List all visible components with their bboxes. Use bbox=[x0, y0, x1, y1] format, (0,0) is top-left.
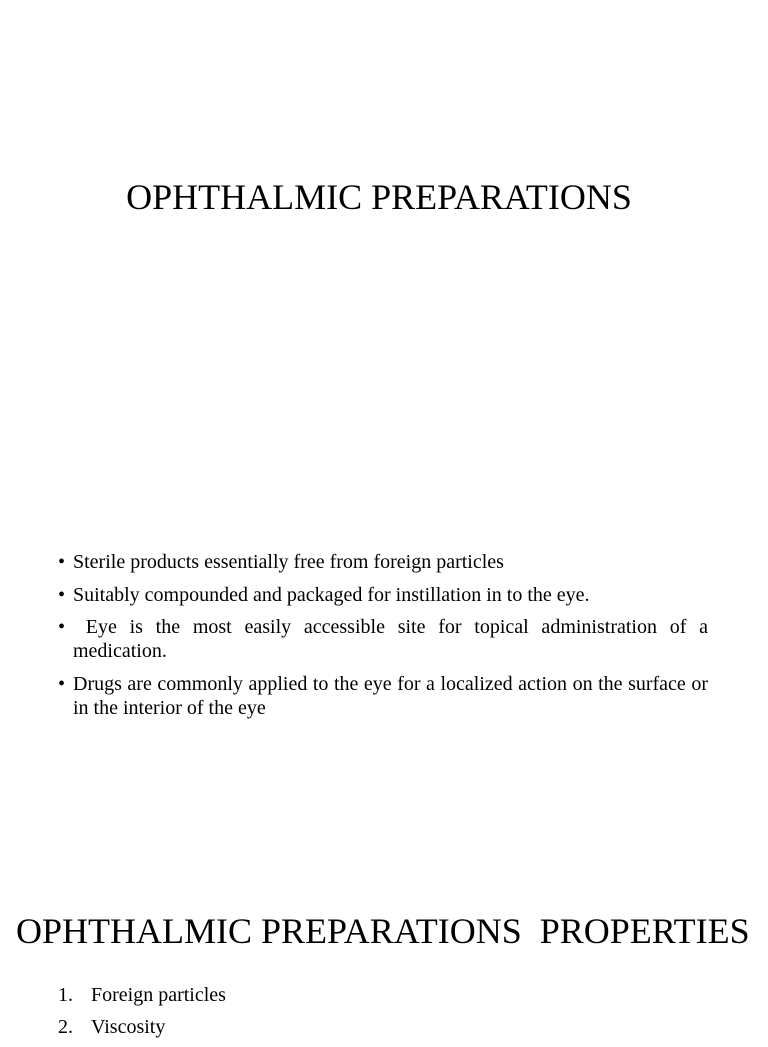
bullet-item bbox=[58, 672, 708, 720]
numbered-list bbox=[58, 983, 658, 1047]
list-item bbox=[58, 983, 658, 1007]
list-item bbox=[58, 1015, 658, 1039]
bullet-item bbox=[58, 550, 708, 574]
list-item-text: Foreign particles bbox=[91, 984, 226, 1006]
bullet-text: Suitably compounded and packaged for instillation in to the eye. bbox=[73, 583, 590, 606]
bullet-item bbox=[58, 583, 708, 607]
bullet-text: Drugs are commonly applied to the eye for a localized action on the surface or in the interior of the eye bbox=[73, 672, 708, 719]
bullet-text: Eye is the most easily accessible site for topical administration of a medication. bbox=[73, 616, 713, 662]
slide-title: OPHTHALMIC PREPARATIONS bbox=[126, 177, 632, 217]
bullet-icon: • bbox=[58, 551, 66, 573]
list-item-text: Viscosity bbox=[91, 1016, 166, 1038]
list-number: 1. bbox=[58, 984, 73, 1006]
list-number: 2. bbox=[58, 1016, 73, 1038]
section-title: OPHTHALMIC PREPARATIONS PROPERTIES bbox=[16, 911, 750, 951]
bullet-icon: • bbox=[58, 616, 66, 638]
bullet-list bbox=[58, 550, 713, 728]
bullet-icon: • bbox=[58, 583, 66, 606]
bullet-item bbox=[58, 615, 713, 663]
bullet-icon: • bbox=[58, 672, 66, 695]
bullet-text: Sterile products essentially free from foreign particles bbox=[73, 551, 504, 573]
